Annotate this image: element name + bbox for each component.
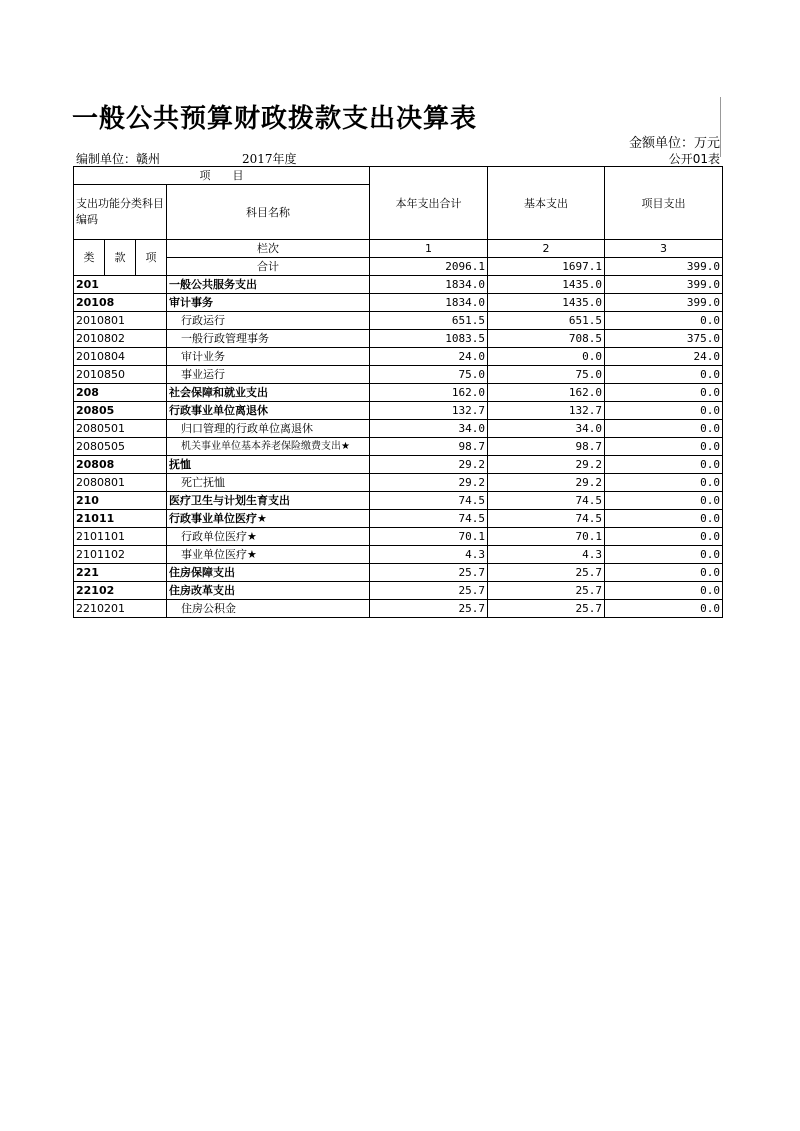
row-total-value: 4.3 [370,546,488,564]
page-edge-line [720,97,721,157]
row-total-value: 1083.5 [370,330,488,348]
idx1-header: 1 [370,240,488,258]
row-project-value: 0.0 [605,492,723,510]
lanci-header: 栏次 [167,240,370,258]
row-basic-value: 1435.0 [488,276,605,294]
row-name: 审计业务 [167,348,370,366]
row-name: 住房保障支出 [167,564,370,582]
table-row [74,348,723,366]
row-code: 2080505 [74,438,167,456]
row-basic-value: 25.7 [488,582,605,600]
row-basic-value: 34.0 [488,420,605,438]
row-project-value: 399.0 [605,294,723,312]
row-project-value: 0.0 [605,402,723,420]
lei-header: 类 [74,240,105,276]
row-total-value: 74.5 [370,492,488,510]
row-basic-value: 651.5 [488,312,605,330]
row-code: 208 [74,384,167,402]
kuan-header: 款 [105,240,136,276]
row-basic-value: 29.2 [488,456,605,474]
row-name: 归口管理的行政单位离退休 [167,420,370,438]
row-code: 22102 [74,582,167,600]
row-total-value: 651.5 [370,312,488,330]
row-project-value: 0.0 [605,474,723,492]
table-row [74,438,723,456]
row-name: 行政单位医疗★ [167,528,370,546]
row-code: 2010804 [74,348,167,366]
row-basic-value: 98.7 [488,438,605,456]
row-total-value: 1834.0 [370,276,488,294]
table-row [74,546,723,564]
xiang-header: 项 [136,240,167,276]
row-total-value: 162.0 [370,384,488,402]
table-row [74,582,723,600]
row-name: 社会保障和就业支出 [167,384,370,402]
table-row [74,276,723,294]
row-name: 审计事务 [167,294,370,312]
row-code: 21011 [74,510,167,528]
row-name: 死亡抚恤 [167,474,370,492]
row-basic-value: 0.0 [488,348,605,366]
table-row [74,366,723,384]
row-code: 221 [74,564,167,582]
row-code: 2080801 [74,474,167,492]
row-code: 20808 [74,456,167,474]
row-total-value: 25.7 [370,564,488,582]
row-project-value: 0.0 [605,546,723,564]
row-name: 行政运行 [167,312,370,330]
row-code: 2080501 [74,420,167,438]
row-project-value: 24.0 [605,348,723,366]
row-project-value: 0.0 [605,456,723,474]
row-code: 20108 [74,294,167,312]
row-total-value: 34.0 [370,420,488,438]
row-basic-value: 74.5 [488,510,605,528]
total-sum-cell: 2096.1 [370,258,488,276]
row-code: 2101102 [74,546,167,564]
row-name: 行政事业单位离退休 [167,402,370,420]
row-project-value: 0.0 [605,312,723,330]
header-row-3 [74,240,723,258]
code-header: 支出功能分类科目编码 [74,185,167,240]
row-total-value: 132.7 [370,402,488,420]
table-row [74,456,723,474]
row-total-value: 29.2 [370,456,488,474]
name-header: 科目名称 [167,185,370,240]
row-name: 住房改革支出 [167,582,370,600]
table-row [74,510,723,528]
row-code: 2010850 [74,366,167,384]
row-code: 2210201 [74,600,167,618]
table-row [74,600,723,618]
row-name: 事业单位医疗★ [167,546,370,564]
total-project-cell: 399.0 [605,258,723,276]
row-total-value: 29.2 [370,474,488,492]
table-row [74,330,723,348]
row-basic-value: 70.1 [488,528,605,546]
table-row [74,312,723,330]
total-basic-cell: 1697.1 [488,258,605,276]
row-basic-value: 162.0 [488,384,605,402]
row-total-value: 98.7 [370,438,488,456]
row-name: 一般公共服务支出 [167,276,370,294]
row-project-value: 0.0 [605,438,723,456]
row-project-value: 0.0 [605,510,723,528]
row-total-value: 25.7 [370,582,488,600]
row-name: 行政事业单位医疗★ [167,510,370,528]
row-project-value: 399.0 [605,276,723,294]
row-name: 事业运行 [167,366,370,384]
table-row [74,294,723,312]
row-total-value: 1834.0 [370,294,488,312]
row-basic-value: 75.0 [488,366,605,384]
row-project-value: 0.0 [605,384,723,402]
table-row [74,474,723,492]
row-project-value: 375.0 [605,330,723,348]
row-total-value: 24.0 [370,348,488,366]
row-total-value: 70.1 [370,528,488,546]
total-row [74,258,723,276]
compiler-label: 编制单位：赣州 [76,152,161,166]
row-basic-value: 1435.0 [488,294,605,312]
row-code: 2010801 [74,312,167,330]
col-project-header: 项目支出 [605,167,723,240]
row-basic-value: 132.7 [488,402,605,420]
row-code: 210 [74,492,167,510]
row-basic-value: 29.2 [488,474,605,492]
row-basic-value: 74.5 [488,492,605,510]
row-code: 201 [74,276,167,294]
row-project-value: 0.0 [605,564,723,582]
table-row [74,420,723,438]
row-basic-value: 25.7 [488,564,605,582]
table-row [74,384,723,402]
table-row [74,564,723,582]
row-basic-value: 708.5 [488,330,605,348]
row-project-value: 0.0 [605,600,723,618]
row-name: 机关事业单位基本养老保险缴费支出★ [167,438,370,456]
row-total-value: 75.0 [370,366,488,384]
row-basic-value: 4.3 [488,546,605,564]
row-total-value: 74.5 [370,510,488,528]
unit-label: 金额单位：万元 [628,136,720,151]
row-total-value: 25.7 [370,600,488,618]
project-group-header: 项 目 [74,167,370,185]
table-row [74,402,723,420]
row-code: 20805 [74,402,167,420]
col-total-header: 本年支出合计 [370,167,488,240]
header-row-1 [74,167,723,185]
row-basic-value: 25.7 [488,600,605,618]
table-row [74,528,723,546]
row-project-value: 0.0 [605,420,723,438]
page-title: 一般公共预算财政拨款支出决算表 [72,104,478,134]
form-code: 公开01表 [668,152,720,166]
row-name: 一般行政管理事务 [167,330,370,348]
row-name: 医疗卫生与计划生育支出 [167,492,370,510]
row-name: 住房公积金 [167,600,370,618]
idx2-header: 2 [488,240,605,258]
table-row [74,492,723,510]
col-basic-header: 基本支出 [488,167,605,240]
row-code: 2101101 [74,528,167,546]
row-project-value: 0.0 [605,366,723,384]
row-code: 2010802 [74,330,167,348]
row-project-value: 0.0 [605,528,723,546]
year-label: 2017年度 [242,152,297,166]
row-project-value: 0.0 [605,582,723,600]
idx3-header: 3 [605,240,723,258]
row-name: 抚恤 [167,456,370,474]
total-label: 合计 [167,258,370,276]
budget-table [73,166,723,618]
